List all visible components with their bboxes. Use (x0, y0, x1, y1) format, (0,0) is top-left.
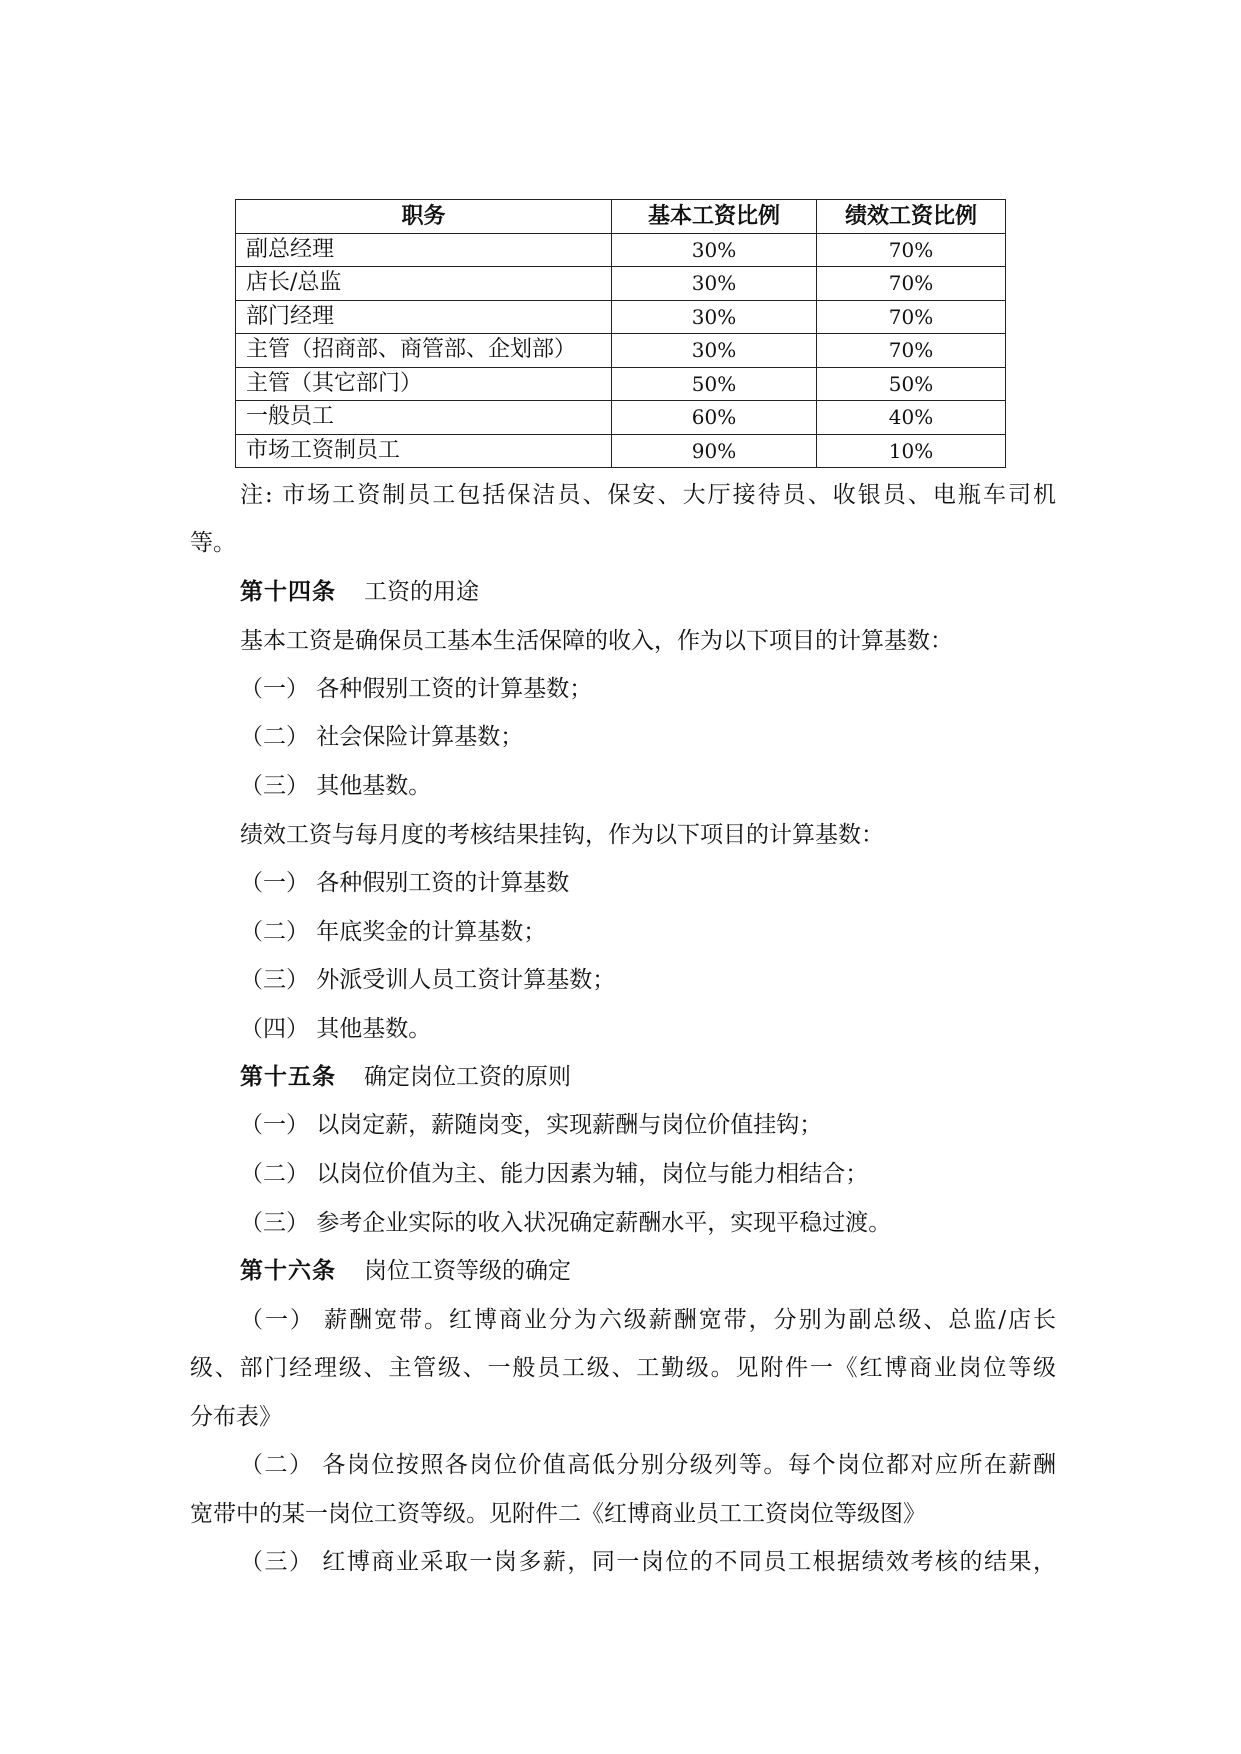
performance-ratio-cell: 70% (817, 334, 1006, 368)
table-row (236, 334, 1006, 368)
table-row (236, 267, 1006, 301)
performance-ratio-cell: 70% (817, 267, 1006, 301)
article-16-paragraph-1-line-3: 分布表》 (190, 1404, 282, 1430)
table-header-row (236, 200, 1006, 234)
base-ratio-cell: 60% (612, 401, 817, 435)
performance-ratio-cell: 40% (817, 401, 1006, 435)
performance-ratio-cell: 70% (817, 300, 1006, 334)
performance-ratio-cell: 70% (817, 233, 1006, 267)
base-ratio-cell: 30% (612, 334, 817, 368)
performance-salary-item-3: （三） 外派受训人员工资计算基数； (240, 967, 616, 993)
base-ratio-cell: 90% (612, 434, 817, 468)
table-row (236, 367, 1006, 401)
performance-salary-intro: 绩效工资与每月度的考核结果挂钩，作为以下项目的计算基数： (240, 822, 884, 848)
table-note-line-2: 等。 (190, 530, 236, 556)
performance-salary-item-4: （四） 其他基数。 (240, 1016, 432, 1042)
base-ratio-cell: 30% (612, 300, 817, 334)
table-row (236, 233, 1006, 267)
base-salary-item-2: （二） 社会保险计算基数； (240, 724, 524, 750)
article-16-title: 岗位工资等级的确定 (364, 1258, 571, 1284)
header-base-ratio: 基本工资比例 (612, 200, 817, 234)
article-15-item-2: （二） 以岗位价值为主、能力因素为辅，岗位与能力相结合； (240, 1161, 869, 1187)
article-16-paragraph-1-line-2: 级、部门经理级、主管级、一般员工级、工勤级。见附件一《红博商业岗位等级 (190, 1355, 1056, 1381)
article-14-number: 第十四条 (240, 578, 336, 605)
table-row (236, 300, 1006, 334)
role-cell: 部门经理 (236, 300, 612, 334)
article-15-item-1: （一） 以岗定薪，薪随岗变，实现薪酬与岗位价值挂钩； (240, 1112, 823, 1138)
performance-salary-item-2: （二） 年底奖金的计算基数； (240, 919, 547, 945)
base-salary-item-3: （三） 其他基数。 (240, 773, 432, 799)
article-15-item-3: （三） 参考企业实际的收入状况确定薪酬水平，实现平稳过渡。 (240, 1210, 892, 1236)
article-15-heading (240, 1062, 571, 1092)
role-cell: 副总经理 (236, 233, 612, 267)
role-cell: 主管（招商部、商管部、企划部） (236, 334, 612, 368)
salary-ratio-table (235, 199, 1006, 468)
role-cell: 市场工资制员工 (236, 434, 612, 468)
article-16-paragraph-3-line-1: （三） 红博商业采取一岗多薪，同一岗位的不同员工根据绩效考核的结果， (240, 1549, 1056, 1575)
article-14-title: 工资的用途 (364, 579, 479, 605)
article-16-number: 第十六条 (240, 1257, 336, 1284)
base-ratio-cell: 50% (612, 367, 817, 401)
performance-ratio-cell: 50% (817, 367, 1006, 401)
base-ratio-cell: 30% (612, 267, 817, 301)
article-15-title: 确定岗位工资的原则 (364, 1064, 571, 1090)
role-cell: 主管（其它部门） (236, 367, 612, 401)
base-ratio-cell: 30% (612, 233, 817, 267)
article-16-paragraph-2-line-1: （二） 各岗位按照各岗位价值高低分别分级列等。每个岗位都对应所在薪酬 (240, 1452, 1056, 1478)
role-cell: 一般员工 (236, 401, 612, 435)
article-16-paragraph-2-line-2: 宽带中的某一岗位工资等级。见附件二《红博商业员工工资岗位等级图》 (190, 1501, 926, 1527)
base-salary-intro: 基本工资是确保员工基本生活保障的收入，作为以下项目的计算基数： (240, 628, 953, 654)
article-16-heading (240, 1256, 571, 1286)
header-role: 职务 (236, 200, 612, 234)
table-row (236, 434, 1006, 468)
article-15-number: 第十五条 (240, 1063, 336, 1090)
article-14-heading (240, 577, 479, 607)
table-note-line-1: 注: 市场工资制员工包括保洁员、保安、大厅接待员、收银员、电瓶车司机 (240, 482, 1056, 508)
table-row (236, 401, 1006, 435)
role-cell: 店长/总监 (236, 267, 612, 301)
performance-salary-item-1: （一） 各种假别工资的计算基数 (240, 870, 570, 896)
performance-ratio-cell: 10% (817, 434, 1006, 468)
base-salary-item-1: （一） 各种假别工资的计算基数； (240, 676, 593, 702)
header-performance-ratio: 绩效工资比例 (817, 200, 1006, 234)
article-16-paragraph-1-line-1: （一） 薪酬宽带。红博商业分为六级薪酬宽带，分别为副总级、总监/店长 (240, 1307, 1056, 1333)
